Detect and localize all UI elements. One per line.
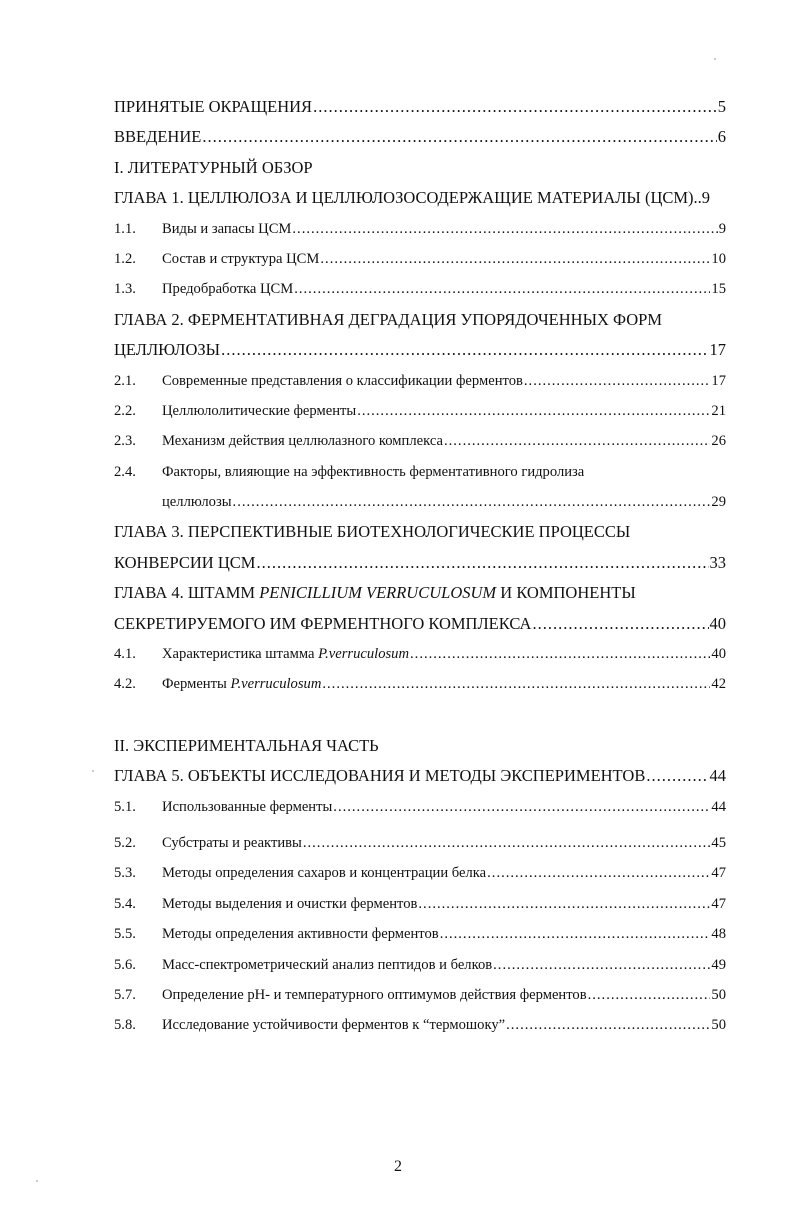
toc-section-title-text: Характеристика штамма (162, 646, 319, 663)
toc-page-number: 48 (711, 926, 726, 943)
toc-section-title: Использованные ферменты (162, 798, 333, 815)
toc-section-title (162, 669, 321, 699)
toc-section (114, 457, 726, 487)
toc-section (114, 919, 726, 949)
toc-page-number: 9 (701, 188, 711, 208)
toc-section-number: 2.3. (114, 433, 136, 450)
toc-chapter-5 (114, 761, 726, 791)
toc-chapter-title: ГЛАВА 2. ФЕРМЕНТАТИВНАЯ ДЕГРАДАЦИЯ УПОРЯДОЧЕННЫХ ФОРМ (114, 309, 663, 329)
toc-section-title-text: Ферменты (162, 676, 231, 693)
toc-page-number: 17 (711, 372, 726, 389)
toc-section-number: 5.6. (114, 956, 136, 973)
toc-leader-dots (418, 889, 710, 919)
toc-leader-dots (233, 487, 711, 517)
toc-chapter-title-prefix: ГЛАВА 4. ШТАММ (114, 583, 260, 603)
toc-section-title: Масс-спектрометрический анализ пептидов и белков (162, 956, 493, 973)
toc-entry-introduction (114, 122, 726, 152)
toc-part-title: II. ЭКСПЕРИМЕНТАЛЬНАЯ ЧАСТЬ (114, 735, 379, 755)
toc-section (114, 366, 726, 396)
toc-page-number: 9 (718, 220, 726, 237)
toc-section-title: Методы определения активности ферментов (162, 926, 439, 943)
toc-section (114, 639, 726, 669)
toc-leader-dots (221, 335, 708, 365)
toc-page-number: 10 (711, 250, 726, 267)
toc-leader-dots (294, 274, 710, 304)
toc-chapter-2-line1 (114, 305, 726, 335)
toc-entry-title: ВВЕДЕНИЕ (114, 127, 202, 147)
toc-section-number: 5.4. (114, 895, 136, 912)
toc-chapter-title: ГЛАВА 1. ЦЕЛЛЮЛОЗА И ЦЕЛЛЮЛОЗОСОДЕРЖАЩИЕ МАТЕРИАЛЫ (ЦСМ).. (114, 188, 702, 208)
toc-leader-dots (410, 639, 710, 669)
toc-page-number: 6 (717, 127, 726, 147)
toc-entry-abbreviations (114, 92, 726, 122)
toc-part-heading (114, 153, 726, 183)
toc-leader-dots (256, 548, 708, 578)
toc-section-title-italic: P.verruculosum (230, 676, 322, 693)
toc-section-number: 5.2. (114, 834, 136, 851)
toc-section (114, 274, 726, 304)
toc-part-heading (114, 731, 726, 761)
toc-leader-dots (444, 426, 710, 456)
toc-page-number: 15 (711, 281, 726, 298)
toc-leader-dots (646, 761, 708, 791)
toc-section-continued (114, 487, 726, 517)
toc-leader-dots (506, 1010, 710, 1040)
toc-page-number: 45 (711, 834, 726, 851)
toc-section-title: Методы выделения и очистки ферментов (162, 895, 418, 912)
toc-section (114, 244, 726, 274)
toc-page-number: 21 (711, 402, 726, 419)
toc-page-number: 40 (709, 613, 726, 633)
toc-section (114, 426, 726, 456)
toc-chapter-3-line1 (114, 517, 726, 547)
toc-leader-dots (493, 950, 710, 980)
toc-page-number: 47 (711, 865, 726, 882)
toc-section-title: Современные представления о классификации ферментов (162, 372, 523, 389)
toc-section-title: Исследование устойчивости ферментов к “термошоку” (162, 1017, 506, 1034)
toc-section (114, 980, 726, 1010)
toc-leader-dots (357, 396, 710, 426)
toc-leader-dots (320, 244, 710, 274)
toc-section-title: Факторы, влияющие на эффективность ферментативного гидролиза (162, 463, 585, 480)
toc-section-number: 1.1. (114, 220, 136, 237)
toc-leader-dots (487, 858, 710, 888)
toc-page-number: 50 (711, 1017, 726, 1034)
toc-section-title: Предобработка ЦСМ (162, 281, 294, 298)
toc-leader-dots (292, 214, 717, 244)
toc-chapter-title-continued: КОНВЕРСИИ ЦСМ (114, 552, 256, 572)
toc-section-number: 5.5. (114, 926, 136, 943)
toc-leader-dots (524, 366, 711, 396)
toc-section-number: 5.3. (114, 865, 136, 882)
toc-part-title: I. ЛИТЕРАТУРНЫЙ ОБЗОР (114, 157, 313, 177)
toc-section (114, 792, 726, 822)
toc-section-title: Целлюлолитические ферменты (162, 402, 357, 419)
toc-section-title-italic: P.verruculosum (318, 646, 410, 663)
toc-page-number: 17 (709, 340, 726, 360)
toc-section-number: 5.1. (114, 798, 136, 815)
toc-leader-dots (202, 122, 716, 152)
toc-section-title: Определение pH- и температурного оптимумов действия ферментов (162, 986, 587, 1003)
toc-section (114, 214, 726, 244)
toc-section-number: 2.1. (114, 372, 136, 389)
toc-page-number: 44 (709, 766, 726, 786)
toc-chapter-4-line1 (114, 578, 726, 608)
toc-chapter-2-line2 (114, 335, 726, 365)
toc-chapter-4-line2 (114, 609, 726, 639)
toc-section (114, 669, 726, 699)
toc-section-number: 2.4. (114, 463, 136, 480)
toc-section-title: Виды и запасы ЦСМ (162, 220, 292, 237)
toc-section-number: 5.7. (114, 986, 136, 1003)
toc-chapter-title: ГЛАВА 3. ПЕРСПЕКТИВНЫЕ БИОТЕХНОЛОГИЧЕСКИЕ ПРОЦЕССЫ (114, 522, 631, 542)
scan-speck (92, 770, 94, 772)
toc-chapter-title-continued: ЦЕЛЛЮЛОЗЫ (114, 340, 221, 360)
toc-page-number: 33 (709, 552, 726, 572)
toc-page-number: 40 (711, 646, 726, 663)
toc-page-number: 42 (711, 676, 726, 693)
toc-page-number: 44 (711, 798, 726, 815)
toc-leader-dots (532, 609, 708, 639)
toc-page-number: 50 (711, 986, 726, 1003)
toc-section (114, 889, 726, 919)
toc-section-number: 4.1. (114, 646, 136, 663)
toc-section-title (162, 639, 409, 669)
toc-section-number: 4.2. (114, 676, 136, 693)
toc-chapter-title-italic: PENICILLIUM VERRUCULOSUM (259, 583, 497, 603)
toc-section-number: 2.2. (114, 402, 136, 419)
toc-page-number: 5 (717, 97, 726, 116)
toc-section (114, 950, 726, 980)
toc-leader-dots (333, 792, 710, 822)
toc-section (114, 1010, 726, 1040)
toc-section-number: 5.8. (114, 1017, 136, 1034)
toc-section-title-continued: целлюлозы (162, 494, 232, 511)
table-of-contents (114, 92, 726, 1041)
toc-section (114, 828, 726, 858)
toc-section (114, 858, 726, 888)
scan-speck (36, 1180, 38, 1182)
toc-section-title: Механизм действия целлюлазного комплекса (162, 433, 443, 450)
toc-section-title: Состав и структура ЦСМ (162, 250, 320, 267)
toc-section-number: 1.3. (114, 281, 136, 298)
toc-chapter-title: ГЛАВА 5. ОБЪЕКТЫ ИССЛЕДОВАНИЯ И МЕТОДЫ ЭКСПЕРИМЕНТОВ (114, 766, 646, 786)
toc-page-number: 47 (711, 895, 726, 912)
toc-chapter-3-line2 (114, 548, 726, 578)
toc-chapter-title-continued: СЕКРЕТИРУЕМОГО ИМ ФЕРМЕНТНОГО КОМПЛЕКСА (114, 613, 532, 633)
toc-page-number: 29 (711, 494, 726, 511)
toc-section-number: 1.2. (114, 250, 136, 267)
toc-leader-dots (588, 980, 711, 1010)
scan-speck (714, 58, 716, 60)
page-number: 2 (394, 1158, 402, 1175)
toc-section (114, 396, 726, 426)
toc-section-title: Методы определения сахаров и концентрации белка (162, 865, 487, 882)
toc-entry-title: ПРИНЯТЫЕ ОКРАЩЕНИЯ (114, 97, 313, 116)
toc-chapter-1 (114, 183, 726, 213)
toc-chapter-title-suffix: И КОМПОНЕНТЫ (496, 583, 636, 603)
toc-page-number: 49 (711, 956, 726, 973)
toc-chapter-title (114, 578, 636, 608)
toc-section-title: Субстраты и реактивы (162, 834, 302, 851)
toc-leader-dots (303, 828, 711, 858)
toc-leader-dots (440, 919, 711, 949)
toc-page-number: 26 (711, 433, 726, 450)
toc-leader-dots (322, 669, 710, 699)
toc-leader-dots (313, 92, 717, 122)
section-gap (114, 700, 726, 731)
